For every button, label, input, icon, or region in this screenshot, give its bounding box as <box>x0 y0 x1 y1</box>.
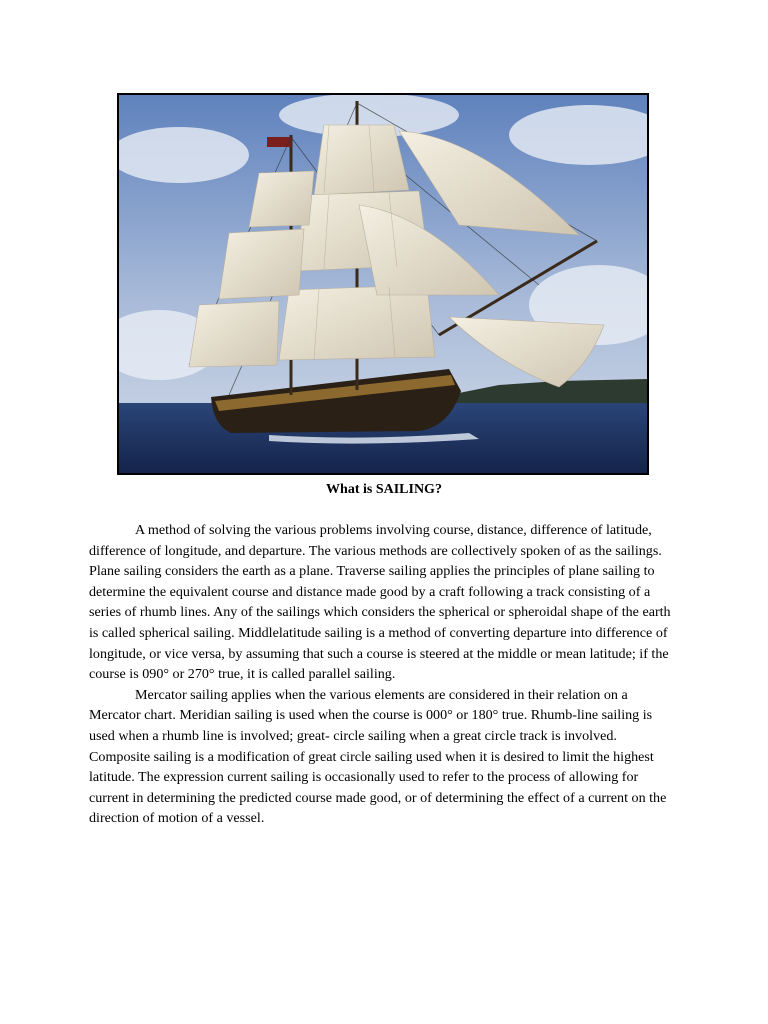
sailing-ship-photo <box>117 93 649 475</box>
paragraph-2: Mercator sailing applies when the various elements are considered in their relation on a Mercator chart. Meridian sailing is used when the course is 000° or 180° true. Rhumb-line sailing is used when a rhumb line is involved; great- circle sailing when a great circle track is involved. Composite sailing is a modification of great circle sailing used when it is desired to limit the highest latitude. The expression current sailing is occasionally used to refer to the process of allowing for current in determining the predicted course made good, or of determining the effect of a current on the direction of motion of a vessel. <box>89 686 667 827</box>
figure-caption: What is SAILING? <box>326 482 442 497</box>
ship-illustration <box>119 95 647 473</box>
article-body <box>89 520 679 829</box>
paragraph-1: A method of solving the various problems involving course, distance, difference of latitude, difference of longitude, and departure. The various methods are collectively spoken of as the sailings. Plane sailing considers the earth as a plane. Traverse sailing applies the principles of plane sailing to determine the equivalent course and distance made good by a craft following a track consisting of a series of rhumb lines. Any of the sailings which considers the spherical or spheroidal shape of the earth is called spherical sailing. Middlelatitude sailing is a method of converting departure into difference of longitude, or vice versa, by assuming that such a course is steered at the middle or mean latitude; if the course is 090° or 270° true, it is called parallel sailing. <box>89 522 671 683</box>
